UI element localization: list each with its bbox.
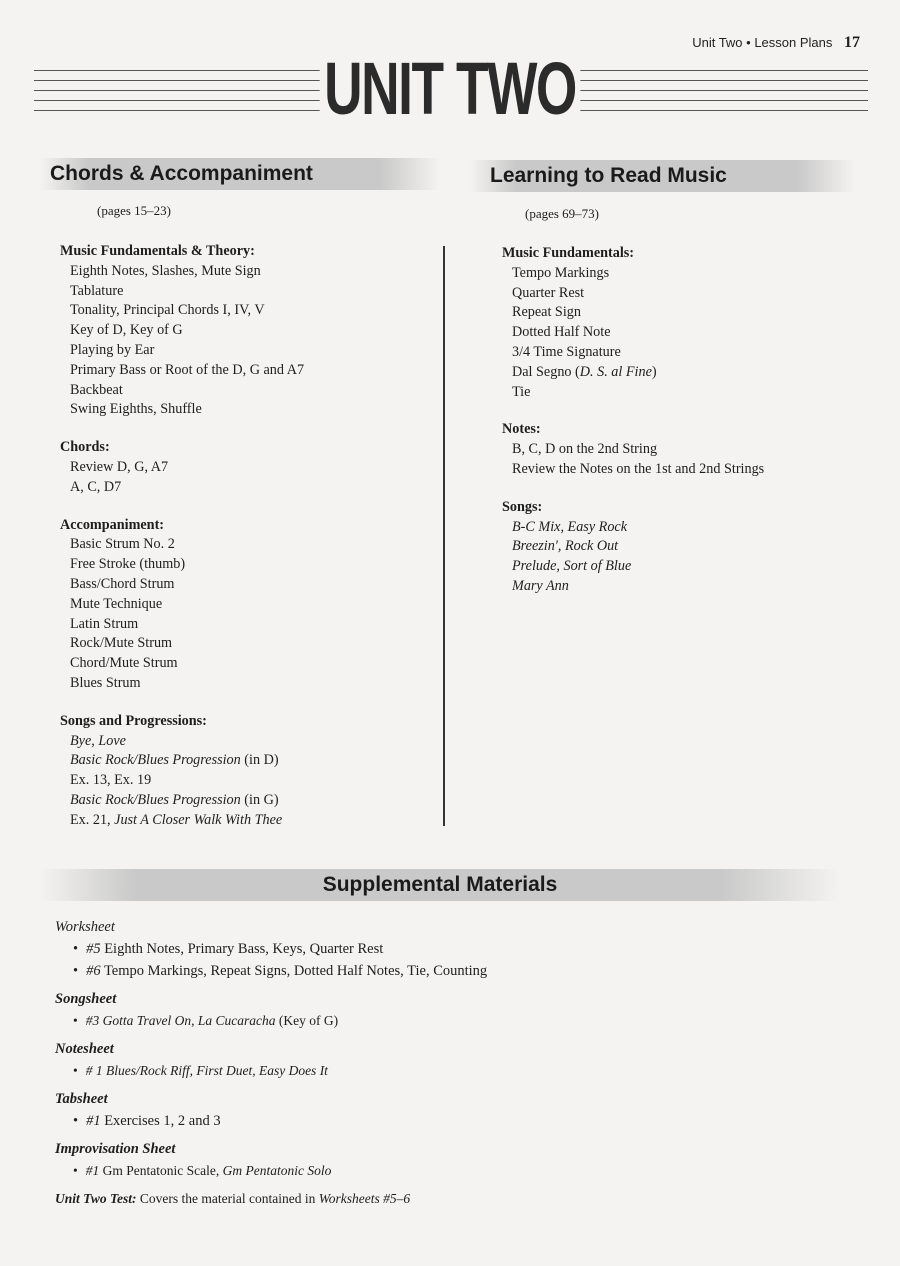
list-item: Tie xyxy=(512,383,531,400)
list-item: Mute Technique xyxy=(70,595,163,612)
section-chords: Chords: Review D, G, A7 A, C, D7 xyxy=(60,438,430,497)
list-item: Ex. 21, Just A Closer Walk With Thee xyxy=(70,811,283,828)
list-item: • #6 Tempo Markings, Repeat Signs, Dotted Half Notes, Tie, Counting xyxy=(73,963,488,979)
right-pages: (pages 69–73) xyxy=(525,206,600,221)
section-songs-progressions: Songs and Progressions: Bye, Love Basic Rock/Blues Progression (in D) Ex. 13, Ex. 19 Basic Rock/Blues Progression (in G) Ex. 21, Just A Closer Walk With Thee xyxy=(60,712,430,831)
songsheet-group: Songsheet • #3 Gotta Travel On, La Cucaracha (Key of G) xyxy=(55,988,835,1032)
worksheet-group: Worksheet • #5 Eighth Notes, Primary Bass, Keys, Quarter Rest • #6 Tempo Markings, Repeat Signs, Dotted Half Notes, Tie, Counting xyxy=(55,916,835,982)
list-item: Free Stroke (thumb) xyxy=(70,556,186,573)
list-item: • #3 Gotta Travel On, La Cucaracha (Key of G) xyxy=(73,1013,339,1028)
list-item: 3/4 Time Signature xyxy=(512,343,621,360)
list-item: Dal Segno (D. S. al Fine) xyxy=(512,363,657,380)
banner-chords-accompaniment: Chords & Accompaniment xyxy=(40,158,440,190)
list-item: Basic Rock/Blues Progression (in G) xyxy=(70,791,279,808)
left-pages: (pages 15–23) xyxy=(97,203,172,218)
list-item: B-C Mix, Easy Rock xyxy=(512,518,628,535)
list-item: Breezin', Rock Out xyxy=(512,538,619,555)
list-item: Swing Eighths, Shuffle xyxy=(70,401,202,418)
list-item: • #1 Exercises 1, 2 and 3 xyxy=(73,1113,221,1129)
supplemental-list xyxy=(55,916,835,1210)
list-item: Tablature xyxy=(70,282,124,299)
banner-supplemental-materials: Supplemental Materials xyxy=(40,869,840,901)
list-item: Latin Strum xyxy=(70,615,139,632)
list-item: Rock/Mute Strum xyxy=(70,635,173,652)
list-item: Quarter Rest xyxy=(512,284,585,301)
list-item: Bye, Love xyxy=(70,732,126,749)
list-item: Chord/Mute Strum xyxy=(70,655,178,672)
list-item: Key of D, Key of G xyxy=(70,322,183,339)
list-item: Playing by Ear xyxy=(70,341,155,358)
list-item: Repeat Sign xyxy=(512,304,581,321)
list-item: Review D, G, A7 xyxy=(70,458,169,475)
running-title: Unit Two • Lesson Plans xyxy=(692,35,833,50)
page-number: 17 xyxy=(844,34,860,51)
section-music-fundamentals: Music Fundamentals: Tempo Markings Quarter Rest Repeat Sign Dotted Half Note 3/4 Time Signature Dal Segno (D. S. al Fine) Tie xyxy=(502,244,862,402)
section-accompaniment: Accompaniment: Basic Strum No. 2 Free Stroke (thumb) Bass/Chord Strum Mute Technique Latin Strum Rock/Mute Strum Chord/Mute Strum Blues Strum xyxy=(60,516,430,694)
list-item: Mary Ann xyxy=(512,577,569,594)
list-item: Review the Notes on the 1st and 2nd Strings xyxy=(512,460,765,477)
column-divider xyxy=(443,246,445,826)
list-item: B, C, D on the 2nd String xyxy=(512,441,658,458)
list-item: Basic Rock/Blues Progression (in D) xyxy=(70,752,279,769)
list-item: A, C, D7 xyxy=(70,478,122,495)
banner-learning-read-music: Learning to Read Music xyxy=(470,160,855,192)
list-item: Basic Strum No. 2 xyxy=(70,536,175,553)
tabsheet-group: Tabsheet • #1 Exercises 1, 2 and 3 xyxy=(55,1088,835,1132)
list-item: Blues Strum xyxy=(70,674,141,691)
list-item: • #5 Eighth Notes, Primary Bass, Keys, Quarter Rest xyxy=(73,941,384,957)
section-fundamentals-theory: Music Fundamentals & Theory: Eighth Notes, Slashes, Mute Sign Tablature Tonality, Principal Chords I, IV, V Key of D, Key of G Playing by Ear Primary Bass or Root of the D, G and A7 Backbeat Swing Eighths, Shuffle xyxy=(60,242,430,420)
list-item: Prelude, Sort of Blue xyxy=(512,558,632,575)
list-item: Backbeat xyxy=(70,381,123,398)
unit-title: UNIT TWO xyxy=(126,52,774,126)
list-item: Eighth Notes, Slashes, Mute Sign xyxy=(70,262,261,279)
list-item: Bass/Chord Strum xyxy=(70,575,175,592)
left-column xyxy=(60,242,430,831)
list-item: Dotted Half Note xyxy=(512,324,611,341)
notesheet-group: Notesheet • # 1 Blues/Rock Riff, First Duet, Easy Does It xyxy=(55,1038,835,1082)
list-item: Primary Bass or Root of the D, G and A7 xyxy=(70,361,305,378)
list-item: Ex. 13, Ex. 19 xyxy=(70,772,152,789)
list-item: • #1 Gm Pentatonic Scale, Gm Pentatonic Solo xyxy=(73,1163,332,1178)
section-songs: Songs: B-C Mix, Easy Rock Breezin', Rock Out Prelude, Sort of Blue Mary Ann xyxy=(502,498,862,597)
improvisation-group: Improvisation Sheet • #1 Gm Pentatonic Scale, Gm Pentatonic Solo xyxy=(55,1138,835,1182)
list-item: • # 1 Blues/Rock Riff, First Duet, Easy Does It xyxy=(73,1063,328,1078)
section-notes: Notes: B, C, D on the 2nd String Review the Notes on the 1st and 2nd Strings xyxy=(502,420,862,479)
running-header xyxy=(692,34,860,52)
list-item: Tempo Markings xyxy=(512,264,610,281)
unit-test-note: Unit Two Test: Covers the material contained in Worksheets #5–6 xyxy=(55,1191,411,1206)
right-column xyxy=(502,244,862,597)
list-item: Tonality, Principal Chords I, IV, V xyxy=(70,302,265,319)
